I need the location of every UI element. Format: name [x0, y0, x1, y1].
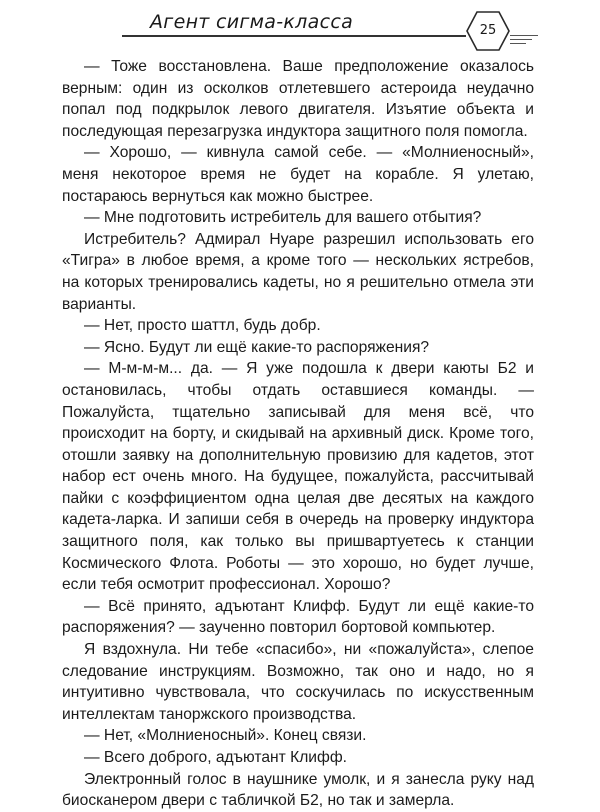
paragraph: — М-м-м-м... да. — Я уже подошла к двери каюты Б2 и остановилась, чтобы отдать оставшиеся команды. — Пожалуйста, тщательно записывай для меня всё, что происходит на борту, и скидывай на архивный диск. Кроме того, отошли заявку на дополнительную провизию для кадетов, этот набор ест очень много. На будущее, пожалуйста, рассчитывай пайки с коэффициентом одна целая две десятых на каждого кадета-ларка. И запиши себя в очередь на проверку индуктора защитного поля, как только вы пришвартуетесь к станции Космического Флота. Роботы — это хорошо, но будет лучше, если тебя осмотрит профессионал. Хорошо? [62, 360, 534, 594]
page-body [62, 56, 534, 812]
page-number: 25 [479, 23, 497, 38]
header-rule-right [510, 43, 526, 44]
paragraph: — Хорошо, — кивнула самой себе. — «Молниеносный», меня некоторое время не будет на корабле. Я улетаю, постараюсь вернуться как можно быстрее. [62, 144, 534, 205]
header-rule-right [510, 35, 538, 36]
paragraph: — Всего доброго, адъютант Клифф. [84, 749, 348, 766]
paragraph: Я вздохнула. Ни тебе «спасибо», ни «пожалуйста», слепое следование инструкциям. Возможно, так оно и надо, но я интуитивно чувствовала, что соскучилась по искусственным интеллектам таноржского производства. [62, 641, 534, 723]
paragraph: Истребитель? Адмирал Нуаре разрешил использовать его «Тигра» в любое время, а кроме того — нескольких ястребов, на которых тренировались кадеты, но я решительно отмела эти варианты. [62, 230, 534, 313]
book-title: Агент сигма-класса [150, 11, 354, 33]
paragraph: — Тоже восстановлена. Ваше предположение оказалось верным: один из осколков отлетевшего астероида неудачно попал под подкрылок левого двигателя. Изъятие объекта и последующая перезагрузка индуктора защитного поля помогла. [62, 58, 534, 140]
paragraph: — Мне подготовить истребитель для вашего отбытия? [84, 209, 482, 227]
paragraph: — Ясно. Будут ли ещё какие-то распоряжения? [84, 338, 430, 356]
paragraph: — Всё принято, адъютант Клифф. Будут ли ещё какие-то распоряжения? — заученно повторил бортовой компьютер. [62, 597, 534, 637]
paragraph: — Нет, просто шаттл, будь добр. [84, 317, 321, 335]
paragraph: Электронный голос в наушнике умолк, и я занесла руку над биосканером двери с табличкой Б2, но так и замерла. [62, 770, 534, 810]
running-header [0, 0, 600, 52]
header-rule-right [510, 39, 532, 40]
page-number-badge [465, 10, 511, 52]
header-rule [122, 35, 466, 37]
paragraph: — Нет, «Молниеносный». Конец связи. [84, 727, 367, 745]
